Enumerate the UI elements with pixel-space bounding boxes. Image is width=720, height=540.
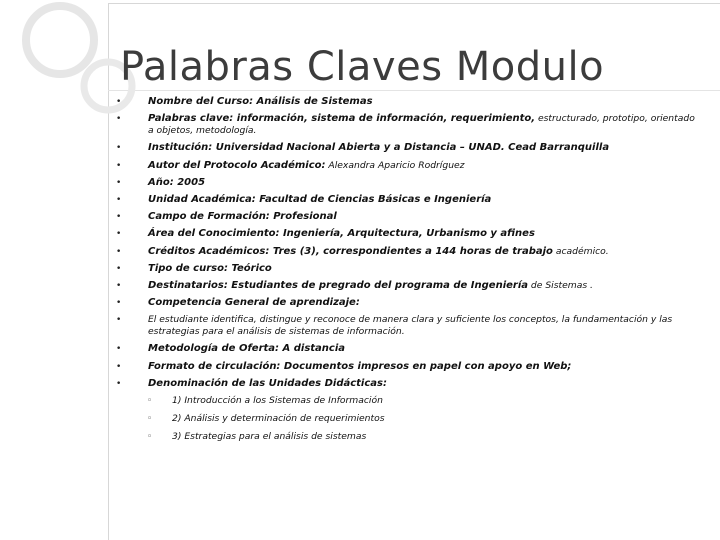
item-label: Unidad Académica: Facultad de Ciencias Básicas e Ingeniería [148,193,492,205]
item-text: de Sistemas . [528,279,593,291]
bullet-icon: • [116,114,122,125]
sub-list-item [128,413,700,425]
circle-bullet-icon: ◦ [147,414,153,424]
item-label: Denominación de las Unidades Didácticas: [148,377,387,389]
list-item [116,193,700,206]
list-item [116,113,700,137]
bullet-icon: • [116,361,122,372]
sub-item-text: 3) Estrategias para el análisis de sistemas [172,431,367,442]
list-item [116,297,700,309]
sub-list-item [128,431,700,443]
item-label: Institución: Universidad Nacional Abierta y a Distancia – UNAD. Cead Barranquilla [148,142,610,154]
list-item [116,279,700,292]
ring-large [26,6,94,74]
slide-title: Palabras Claves Modulo [120,44,605,90]
circle-bullet-icon: ◦ [147,396,153,406]
item-text: Alexandra Aparicio Rodríguez [325,159,465,171]
sub-item-text: 2) Análisis y determinación de requerimientos [172,413,385,424]
bullet-icon: • [116,212,122,223]
list-item [116,211,700,223]
list-item [116,262,700,275]
sub-list-item [128,395,700,407]
item-label: Metodología de Oferta: A distancia [148,343,346,355]
list-item [116,96,700,108]
item-label: Destinatarios: Estudiantes de pregrado del programa de Ingeniería [148,279,529,291]
item-label: Año: 2005 [148,176,206,188]
item-label: Campo de Formación: Profesional [148,211,337,223]
item-label: Autor del Protocolo Académico: [148,159,326,171]
list-item [116,245,700,258]
list-item [116,228,700,240]
item-label: Tipo de curso: Teórico [148,262,272,274]
list-item [116,159,700,172]
item-text: estructurado, prototipo, orientado a objetos, metodología. [148,113,695,137]
list-item [116,314,700,338]
bullet-icon: • [116,344,122,355]
list-item [116,360,700,373]
bullet-icon: • [116,177,122,188]
sub-item-text: 1) Introducción a los Sistemas de Información [172,395,383,406]
bullet-icon: • [116,97,122,107]
bullet-icon: • [116,194,122,205]
bullet-icon: • [116,298,122,309]
list-item [116,176,700,189]
item-label: Competencia General de aprendizaje: [148,297,360,309]
list-item [116,142,700,154]
item-label: Formato de circulación: Documentos impresos en papel con apoyo en Web; [148,360,572,372]
bullet-icon: • [116,229,122,240]
bullet-icon: • [116,263,122,274]
bullet-icon: • [116,246,122,257]
item-text: académico. [552,245,609,257]
bullet-icon: • [116,315,122,326]
bullet-icon: • [116,378,122,389]
item-label: Palabras clave: información, sistema de información, requerimiento, [148,113,536,125]
bullet-icon: • [116,143,122,154]
item-label: Área del Conocimiento: Ingeniería, Arquitectura, Urbanismo y afines [148,228,535,240]
item-text: El estudiante identifica, distingue y reconoce de manera clara y suficiente los conceptos, la fundamentación y las estrategias para el análisis de sistemas de información. [148,314,673,338]
bullet-icon: • [116,280,122,291]
item-label: Nombre del Curso: Análisis de Sistemas [148,96,373,107]
list-item [116,343,700,355]
item-label: Créditos Académicos: Tres (3), correspondientes a 144 horas de trabajo [148,245,553,257]
list-item [116,377,700,390]
circle-bullet-icon: ◦ [147,432,153,442]
keyword-list [116,96,700,449]
bullet-icon: • [116,160,122,171]
